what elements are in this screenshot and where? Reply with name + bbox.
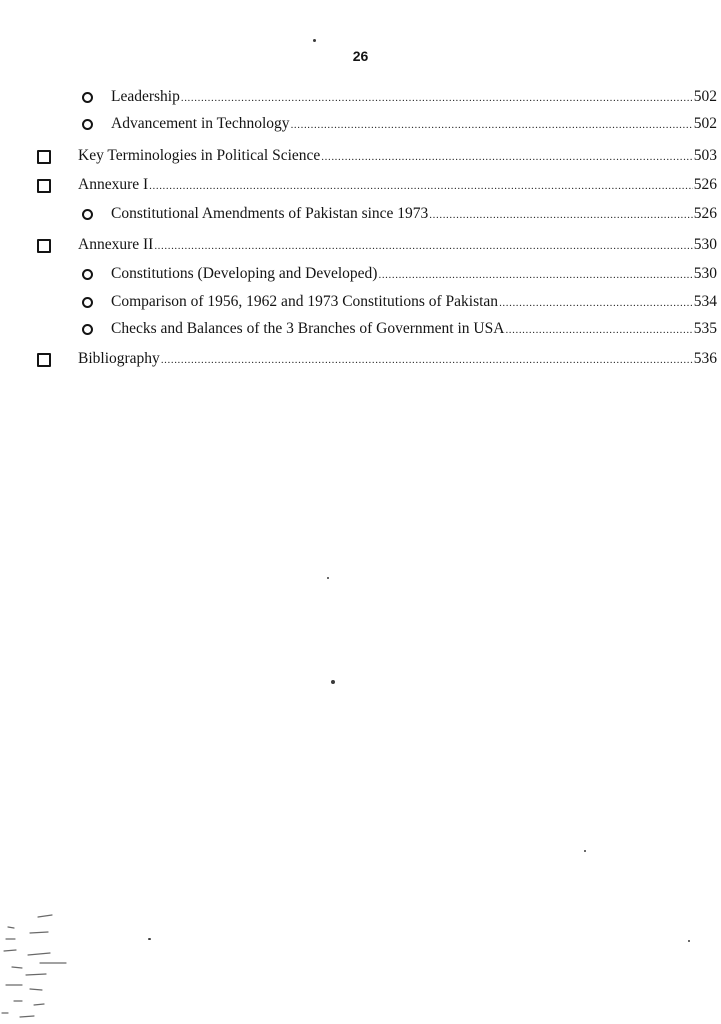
toc-entry-title: Comparison of 1956, 1962 and 1973 Constitutions of Pakistan [111,293,499,310]
toc-entry[interactable] [111,114,717,134]
dot-leader [154,236,692,256]
scan-speck [331,680,335,684]
circle-bullet-icon [82,209,93,220]
circle-bullet-icon [82,324,93,335]
scan-speck [327,577,329,579]
toc-entry-page: 502 [693,88,717,105]
toc-entry[interactable] [78,146,717,166]
toc-entry[interactable] [111,292,717,312]
toc-entry[interactable] [78,175,717,195]
square-bullet-icon [37,353,51,367]
toc-entry-page: 536 [693,350,717,367]
scan-speck [313,39,316,42]
circle-bullet-icon [82,269,93,280]
toc-entry-title: Key Terminologies in Political Science [78,147,321,164]
toc-entry[interactable] [111,319,717,339]
toc-entry-page: 534 [693,293,717,310]
dot-leader [505,320,692,340]
circle-bullet-icon [82,297,93,308]
dot-leader [181,88,693,108]
toc-entry-page: 535 [693,320,717,337]
dot-leader [499,293,693,313]
circle-bullet-icon [82,92,93,103]
scan-smudge [0,905,90,1024]
dot-leader [161,350,693,370]
toc-entry-title: Annexure II [78,236,154,253]
toc-entry-title: Annexure I [78,176,149,193]
toc-entry-title: Bibliography [78,350,160,367]
circle-bullet-icon [82,119,93,130]
scan-speck [688,940,690,942]
dot-leader [321,147,692,167]
square-bullet-icon [37,239,51,253]
dot-leader [429,205,692,225]
toc-entry-title: Leadership [111,88,180,105]
toc-entry[interactable] [78,349,717,369]
toc-entry[interactable] [111,264,717,284]
dot-leader [149,176,693,196]
toc-entry-page: 502 [693,115,717,132]
scan-speck [148,938,151,940]
toc-entry-page: 526 [693,176,717,193]
toc-entry[interactable] [111,87,717,107]
toc-entry-page: 526 [693,205,717,222]
scan-speck [584,850,586,852]
toc-entry-title: Constitutional Amendments of Pakistan since 1973 [111,205,429,222]
dot-leader [291,115,693,135]
toc-entry-page: 503 [693,147,717,164]
toc-entry[interactable] [78,235,717,255]
toc-entry-title: Constitutions (Developing and Developed) [111,265,378,282]
square-bullet-icon [37,150,51,164]
toc-entry[interactable] [111,204,717,224]
toc-entry-title: Checks and Balances of the 3 Branches of Government in USA [111,320,505,337]
square-bullet-icon [37,179,51,193]
page-number: 26 [352,48,369,64]
dot-leader [378,265,692,285]
toc-entry-title: Advancement in Technology [111,115,290,132]
toc-entry-page: 530 [693,236,717,253]
toc-entry-page: 530 [693,265,717,282]
